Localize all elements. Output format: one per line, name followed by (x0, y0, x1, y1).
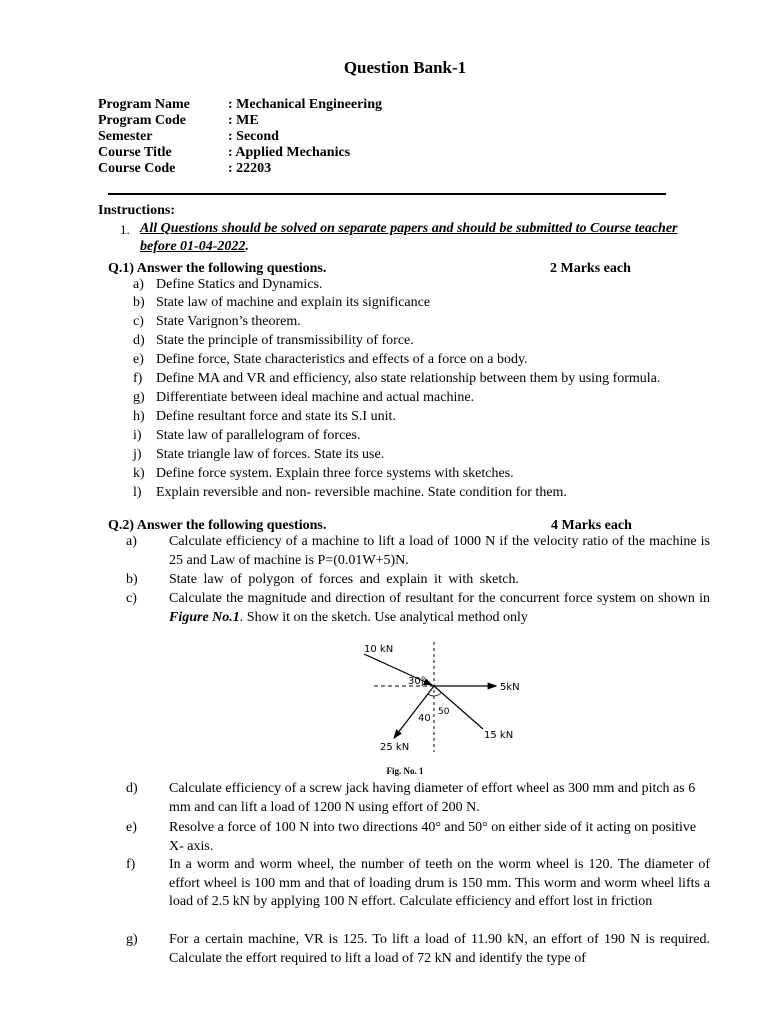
item-letter: c) (133, 314, 144, 329)
instruction-number: 1. (120, 222, 130, 237)
item-text-part: . Show it on the sketch. Use analytical method only (239, 609, 528, 625)
info-value: : ME (228, 113, 259, 128)
item-text: For a certain machine, VR is 125. To lift a load of 11.90 kN, an effort of 190 N is required. Calculate the effort required to lift a load of 72 kN and identify the type of (169, 932, 710, 966)
figure-caption: Fig. No. 1 (386, 766, 424, 776)
item-letter: g) (133, 390, 145, 405)
item-letter: b) (126, 572, 138, 587)
list-item (120, 819, 710, 856)
force-25kn-arrow (394, 686, 434, 738)
instruction-text (140, 220, 705, 256)
item-letter: a) (126, 534, 137, 549)
item-text: Explain reversible and non- reversible machine. State condition for them. (156, 485, 567, 500)
item-letter: k) (133, 466, 145, 481)
label-25kn: 25 kN (380, 742, 410, 753)
item-letter: e) (126, 820, 137, 835)
list-item (120, 931, 710, 968)
item-text: Differentiate between ideal machine and actual machine. (156, 390, 475, 405)
angle-label-30: 30° (408, 676, 426, 687)
q2-marks: 4 Marks each (551, 518, 632, 533)
item-text: State Varignon’s theorem. (156, 314, 301, 329)
item-text-part: Calculate the magnitude and direction of resultant for the concurrent force system on shown in (169, 591, 710, 606)
info-value: : Applied Mechanics (228, 145, 351, 160)
divider (108, 193, 666, 195)
list-item (120, 590, 710, 627)
label-15kn: 15 kN (484, 730, 514, 741)
item-text: State the principle of transmissibility of force. (156, 333, 414, 348)
item-text: In a worm and worm wheel, the number of teeth on the worm wheel is 120. The diameter of effort wheel is 100 mm and that of loading drum is 150 mm. This worm and worm wheel lifts a load of 2.5 kN by applying 100 N effort. Calculate efficiency and effort lost in friction (169, 857, 710, 910)
item-letter: d) (133, 333, 145, 348)
item-text: State law of polygon of forces and explain it with sketch. (169, 572, 519, 587)
instruction-line-1: All Questions should be solved on separate papers and should be submitted to Course teacher (140, 221, 678, 236)
item-letter: d) (126, 781, 138, 796)
item-text (169, 590, 710, 627)
angle-arc (428, 694, 434, 696)
list-item (120, 856, 710, 912)
item-letter: c) (126, 591, 137, 606)
instruction-line-2: before 01-04-2022 (140, 239, 246, 254)
item-letter: g) (126, 932, 138, 947)
item-text: Define force system. Explain three force systems with sketches. (156, 466, 514, 481)
item-text: State triangle law of forces. State its use. (156, 447, 385, 462)
item-letter: e) (133, 352, 144, 367)
instruction-end: . (245, 239, 249, 254)
item-text: State law of machine and explain its significance (156, 295, 431, 310)
force-diagram (360, 640, 560, 760)
item-text: Resolve a force of 100 N into two directions 40° and 50° on either side of it acting on positive X- axis. (169, 820, 697, 854)
figure-reference: Figure No.1 (169, 609, 240, 625)
item-text: State law of parallelogram of forces. (156, 428, 361, 443)
info-value: : Second (228, 129, 279, 144)
instructions-heading: Instructions: (98, 203, 176, 218)
item-letter: l) (133, 485, 142, 500)
info-label: Program Name (98, 97, 190, 112)
item-text: Calculate efficiency of a screw jack having diameter of effort wheel as 300 mm and pitch as 6 mm and can lift a load of 1200 N using effort of 200 N. (169, 781, 696, 815)
list-item (120, 533, 710, 570)
info-value: : Mechanical Engineering (228, 97, 382, 112)
item-letter: h) (133, 409, 145, 424)
q2-heading: Q.2) Answer the following questions. (108, 518, 327, 533)
angle-label-40: 40 (418, 713, 431, 724)
info-label: Course Title (98, 145, 172, 160)
label-10kn: 10 kN (364, 644, 394, 655)
list-item (120, 571, 710, 590)
item-text: Define Statics and Dynamics. (156, 277, 323, 292)
q1-heading: Q.1) Answer the following questions. (108, 261, 327, 276)
item-letter: f) (126, 857, 136, 872)
angle-label-50: 50 (438, 707, 450, 717)
info-label: Course Code (98, 161, 176, 176)
label-5kn: 5kN (500, 682, 520, 693)
item-letter: a) (133, 277, 144, 292)
page-title: Question Bank-1 (343, 58, 467, 77)
item-letter: b) (133, 295, 145, 310)
item-letter: f) (133, 371, 143, 386)
item-text: Define force, State characteristics and effects of a force on a body. (156, 352, 528, 367)
angle-arc (434, 693, 441, 696)
list-item (120, 780, 710, 817)
item-text: Define MA and VR and efficiency, also state relationship between them by using formula. (156, 371, 661, 386)
item-text: Define resultant force and state its S.I unit. (156, 409, 396, 424)
item-letter: i) (133, 428, 142, 443)
info-label: Semester (98, 129, 153, 144)
info-value: : 22203 (228, 161, 272, 176)
q1-marks: 2 Marks each (550, 261, 631, 276)
info-label: Program Code (98, 113, 186, 128)
item-letter: j) (133, 447, 142, 462)
item-text: Calculate efficiency of a machine to lift a load of 1000 N if the velocity ratio of the machine is 25 and Law of machine is P=(0.01W+5)N. (169, 534, 710, 568)
